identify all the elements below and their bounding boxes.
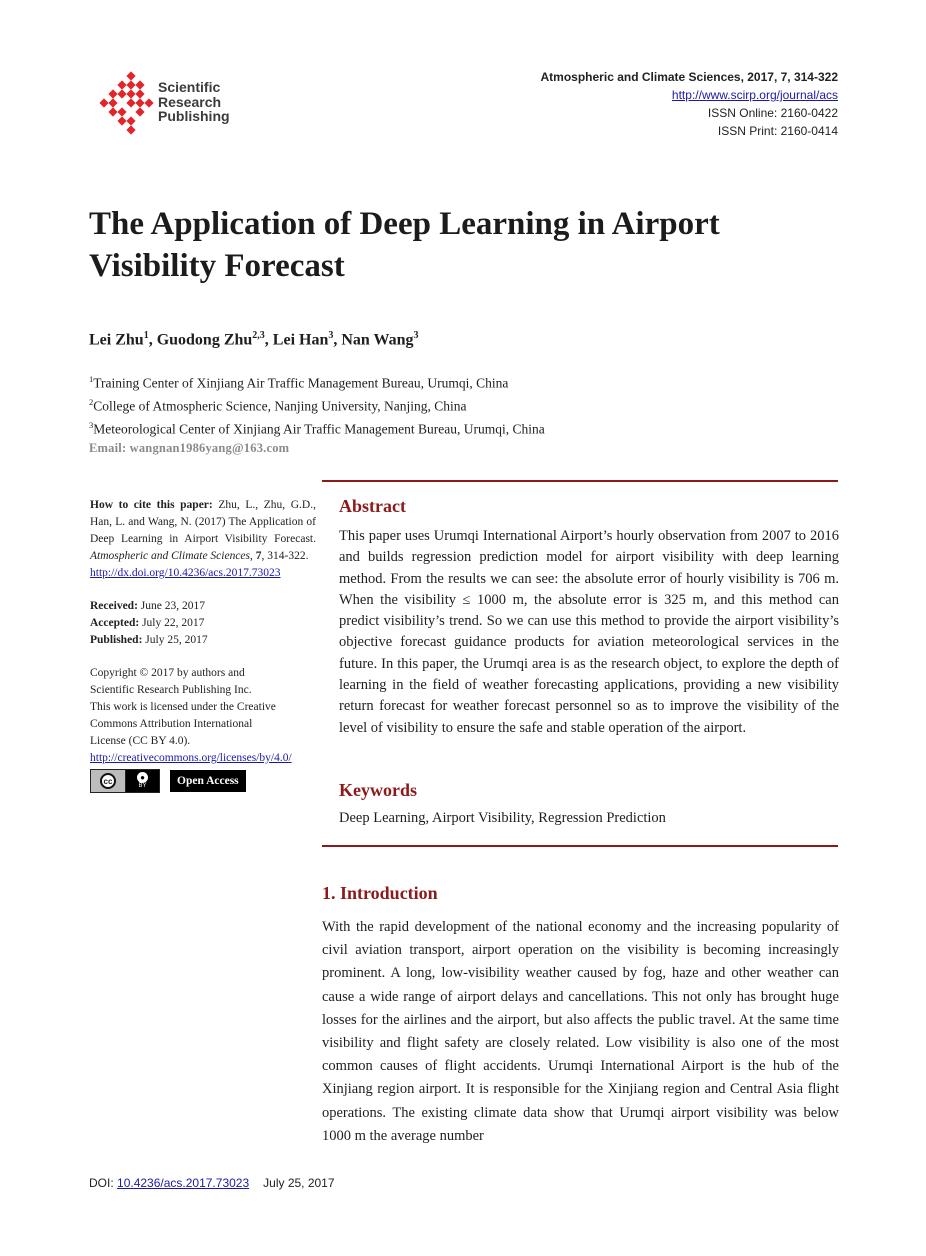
author-sep: , <box>333 331 342 349</box>
person-icon: ● <box>137 772 148 783</box>
author-sup: 3 <box>328 330 334 341</box>
open-access-badge: Open Access <box>170 770 246 792</box>
publisher-name-line: Scientific <box>158 79 221 95</box>
license-badges <box>90 769 316 793</box>
affiliation-text: College of Atmospheric Science, Nanjing University, Nanjing, China <box>93 398 467 414</box>
affiliation-text: Meteorological Center of Xinjiang Air Traffic Management Bureau, Urumqi, China <box>93 421 545 437</box>
cc-icon: cc <box>100 773 116 789</box>
keywords-text: Deep Learning, Airport Visibility, Regression Prediction <box>339 810 666 826</box>
logo-diamond <box>144 98 153 107</box>
page-footer <box>89 1176 335 1190</box>
affiliation <box>89 370 545 393</box>
publisher-name <box>158 80 230 124</box>
journal-header <box>541 68 838 140</box>
article-info-sidebar <box>90 497 316 793</box>
cite-pages: , 314-322. <box>261 550 309 562</box>
paper-title: The Application of Deep Learning in Airport Visibility Forecast <box>89 206 720 284</box>
citation <box>90 497 316 582</box>
issn-online: ISSN Online: 2160-0422 <box>707 106 838 120</box>
cite-doi-link[interactable]: http://dx.doi.org/10.4236/acs.2017.73023 <box>90 567 281 579</box>
abstract-text: This paper uses Urumqi International Airport’s hourly observation from 2007 to 2016 and builds regression prediction model for airport visibility with deep learning method. From the results we can see: the absolute error of hourly visibility is 706 m. When the visibility ≤ 1000 m, the absolute error is 325 m, and this method can predict visibility’s trend. So we can use this method to provide the airport visibility’s objective forecast guidance products for aviation meteorological services in the future. In this paper, the Urumqi area is as the research object, to explore the depth of learning in the field of weather forecasting applications, providing a new visibility return forecast for weather forecast personnel so as to improve the visibility of the level of visibility to ensure the safe and stable operation of the airport. <box>339 528 839 736</box>
cite-text: Zhu, L., Zhu, G.D., Han, L. and Wang, N. (2017) The Application of Deep Learning in Airport Visibility Forecast. <box>90 499 316 545</box>
logo-diamond <box>126 89 135 98</box>
logo-diamond <box>99 98 108 107</box>
footer-date: July 25, 2017 <box>263 1176 335 1190</box>
cc-by-badge[interactable] <box>90 769 160 793</box>
logo-diamond <box>108 98 117 107</box>
logo-diamond <box>126 80 135 89</box>
logo-diamond <box>126 116 135 125</box>
affiliation <box>89 416 545 439</box>
author-list <box>89 330 419 349</box>
cite-comma: , <box>250 550 256 562</box>
copyright: Copyright © 2017 by authors and Scientific Research Publishing Inc. <box>90 667 252 696</box>
journal-url-link[interactable]: http://www.scirp.org/journal/acs <box>671 88 838 102</box>
affiliation-sup: 2 <box>89 397 94 407</box>
logo-diamond <box>117 80 126 89</box>
author-name: Guodong Zhu <box>156 331 253 349</box>
doi-link[interactable]: 10.4236/acs.2017.73023 <box>117 1176 250 1190</box>
publisher-name-line: Publishing <box>158 108 230 124</box>
accepted-label: Accepted: <box>90 617 140 629</box>
logo-diamond <box>117 107 126 116</box>
author-sep: , <box>148 331 157 349</box>
introduction-text: With the rapid development of the national economy and the increasing popularity of civil aviation transport, airport operation on the visibility is becoming increasingly prominent. A long, low-visibility weather caused by fog, haze and other weather can cause a wide range of airport delays and cancellations. This not only has brought huge losses for the airlines and the airport, but also affects the public travel. At the same time visibility and flight safety are closely related. Low visibility is also one of the most common causes of flight accidents. Urumqi International Airport is the hub of the Xinjiang region airport. It is responsible for the Xinjiang region and Central Asia flight operations. The existing climate data show that Urumqi airport visibility was below 1000 m the average number <box>322 919 839 1144</box>
license-text: This work is licensed under the Creative Commons Attribution International License (CC BY 4.0). <box>90 701 276 747</box>
cc-by-label: BY <box>138 783 147 789</box>
logo-diamond <box>117 116 126 125</box>
author-sup: 3 <box>413 330 419 341</box>
affiliation-text: Training Center of Xinjiang Air Traffic Management Bureau, Urumqi, China <box>93 375 509 391</box>
author-sup: 2,3 <box>252 330 265 341</box>
author-sup: 1 <box>143 330 149 341</box>
published-label: Published: <box>90 634 143 646</box>
logo-diamond <box>126 98 135 107</box>
received-date <box>90 598 316 615</box>
logo-diamond <box>126 71 135 80</box>
author-name: Lei Han <box>272 331 329 349</box>
accepted-value: July 22, 2017 <box>139 617 205 629</box>
logo-diamond <box>126 125 135 134</box>
publisher-name-line: Research <box>158 93 222 110</box>
logo-diamond <box>135 107 144 116</box>
logo-diamond <box>135 80 144 89</box>
journal-name: Atmospheric and Climate Sciences, 2017, 7, 314-322 <box>540 70 838 84</box>
logo-diamond <box>117 89 126 98</box>
author-name: Nan Wang <box>341 331 414 349</box>
logo-diamond <box>135 89 144 98</box>
introduction-heading: 1. Introduction <box>322 883 438 903</box>
keywords-heading: Keywords <box>339 780 417 800</box>
license-link[interactable]: http://creativecommons.org/licenses/by/4.0/ <box>90 752 292 764</box>
affiliation <box>89 393 545 416</box>
cite-journal: Atmospheric and Climate Sciences <box>90 550 251 562</box>
doi-label: DOI: <box>89 1176 118 1190</box>
affiliations <box>89 370 545 459</box>
received-label: Received: <box>90 600 138 612</box>
logo-diamond <box>108 89 117 98</box>
affiliation-sup: 3 <box>89 420 94 430</box>
cite-label: How to cite this paper: <box>90 499 213 511</box>
abstract-bottom-rule <box>322 845 838 847</box>
received-value: June 23, 2017 <box>137 600 205 612</box>
issn-print: ISSN Print: 2160-0414 <box>717 124 838 138</box>
published-value: July 25, 2017 <box>142 634 208 646</box>
affiliation-sup: 1 <box>89 374 94 384</box>
abstract-heading: Abstract <box>339 496 406 516</box>
logo-diamond <box>108 107 117 116</box>
email: Email: wangnan1986yang@163.com <box>89 441 290 455</box>
cite-volume: 7 <box>255 550 262 562</box>
author-name: Lei Zhu <box>89 331 144 349</box>
abstract-top-rule <box>322 480 838 482</box>
author-sep: , <box>264 331 273 349</box>
accepted-date <box>90 615 316 632</box>
logo-diamond <box>135 98 144 107</box>
published-date <box>90 632 316 649</box>
